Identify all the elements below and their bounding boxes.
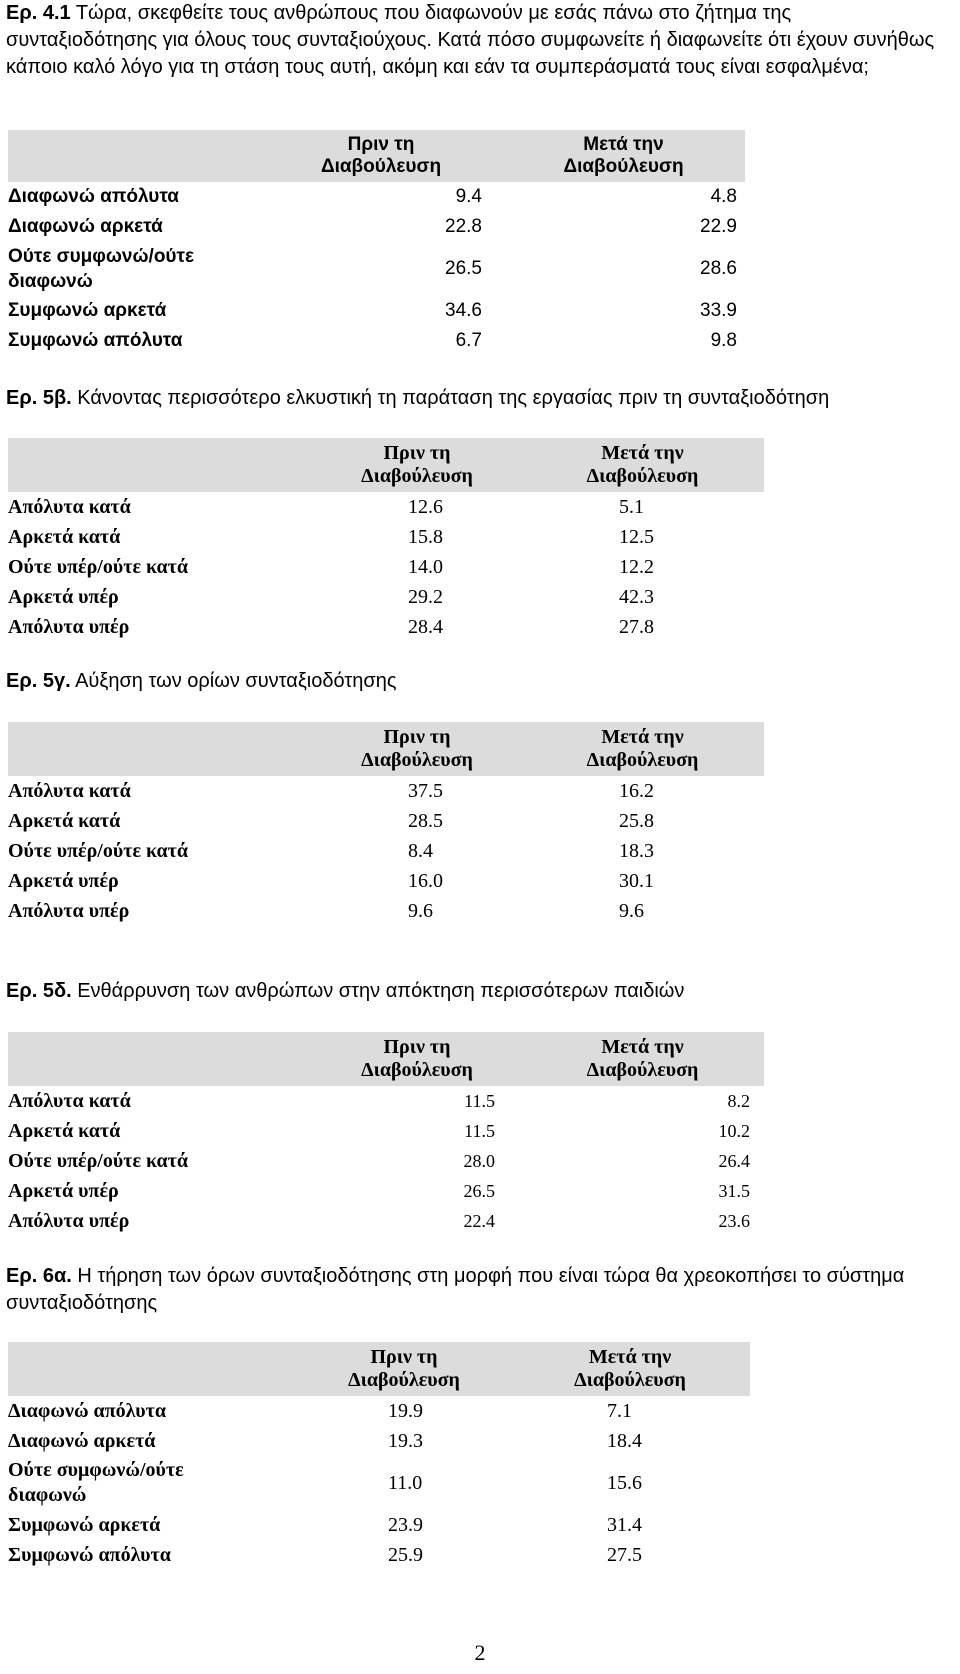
table-row: Αρκετά υπέρ 16.0 30.1: [8, 869, 654, 892]
question-text: [6, 0, 936, 81]
question-label: Ερ. 4.1: [6, 2, 71, 24]
question-body: Κάνοντας περισσότερο ελκυστική τη παράταση της εργασίας πριν τη συνταξιοδότηση: [71, 387, 830, 409]
table-row: Απόλυτα κατά 12.6 5.1: [8, 495, 644, 518]
table-header-row: [8, 438, 764, 492]
table-q4-1: [8, 130, 745, 356]
header-after: Μετά την Διαβούλευση: [502, 130, 745, 182]
table-header-row: [8, 130, 745, 182]
question-label: Ερ. 5γ.: [6, 670, 71, 692]
question-body: Η τήρηση των όρων συνταξιοδότησης στη μορφή που είναι τώρα θα χρεοκοπήσει το σύστημα συνταξιοδότησης: [6, 1265, 905, 1314]
question-5d: [6, 978, 946, 1005]
table-q5g: [8, 722, 764, 926]
question-5g: [6, 668, 946, 695]
table-row: Ούτε συμφωνώ/ούτε διαφωνώ 11.0 15.6: [8, 1459, 642, 1506]
table-row: Διαφωνώ αρκετά 19.3 18.4: [8, 1429, 642, 1452]
question-label: Ερ. 6α.: [6, 1265, 72, 1287]
question-text: [6, 978, 946, 1005]
question-body: Αύξηση των ορίων συνταξιοδότησης: [70, 670, 397, 692]
question-5b: [6, 385, 946, 412]
table-header-row: [8, 722, 764, 776]
header-after: Μετά την Διαβούλευση: [521, 1032, 764, 1086]
table-q6a: [8, 1342, 750, 1570]
header-before: Πριν τη Διαβούλευση: [260, 130, 502, 182]
table-row: Διαφωνώ αρκετά 22.8 22.9: [8, 216, 737, 237]
header-before: Πριν τη Διαβούλευση: [313, 1032, 521, 1086]
table-header-row: [8, 1032, 764, 1086]
header-after: Μετά την Διαβούλευση: [510, 1342, 750, 1396]
table-row: Συμφωνώ απόλυτα 6.7 9.8: [8, 330, 737, 351]
table-q5d: [8, 1032, 764, 1236]
table-row: Συμφωνώ αρκετά 34.6 33.9: [8, 300, 737, 321]
table-row: Συμφωνώ αρκετά 23.9 31.4: [8, 1513, 642, 1536]
table-row: Ούτε υπέρ/ούτε κατά 28.0 26.4: [8, 1149, 750, 1172]
question-4-1: [6, 0, 936, 81]
question-label: Ερ. 5β.: [6, 387, 72, 409]
table-row: Αρκετά υπέρ 29.2 42.3: [8, 585, 654, 608]
header-after: Μετά την Διαβούλευση: [521, 438, 764, 492]
table-row: Απόλυτα υπέρ 9.6 9.6: [8, 899, 644, 922]
table-row: Απόλυτα υπέρ 22.4 23.6: [8, 1209, 750, 1232]
table-row: Ούτε υπέρ/ούτε κατά 14.0 12.2: [8, 555, 654, 578]
header-after: Μετά την Διαβούλευση: [521, 722, 764, 776]
table-row: Αρκετά κατά 28.5 25.8: [8, 809, 654, 832]
question-text: [6, 1263, 946, 1317]
page-number: 2: [474, 1640, 486, 1665]
question-body: Τώρα, σκεφθείτε τους ανθρώπους που διαφωνούν με εσάς πάνω στο ζήτημα της συνταξιοδότησης για όλους τους συνταξιούχους. Κατά πόσο συμφωνείτε ή διαφωνείτε ότι έχουν συνήθως κάποιο καλό λόγο για τη στάση τους αυτή, ακόμη και εάν τα συμπεράσματά τους είναι εσφαλμένα;: [6, 2, 935, 78]
header-before: Πριν τη Διαβούλευση: [313, 722, 521, 776]
table-row: Απόλυτα υπέρ 28.4 27.8: [8, 615, 654, 638]
table-row: Αρκετά υπέρ 26.5 31.5: [8, 1179, 750, 1202]
header-before: Πριν τη Διαβούλευση: [298, 1342, 510, 1396]
header-before: Πριν τη Διαβούλευση: [313, 438, 521, 492]
table-row: Απόλυτα κατά 37.5 16.2: [8, 779, 654, 802]
table-row: Απόλυτα κατά 11.5 8.2: [8, 1089, 750, 1112]
question-body: Ενθάρρυνση των ανθρώπων στην απόκτηση περισσότερων παιδιών: [71, 980, 685, 1002]
question-6a: [6, 1263, 946, 1317]
table-row: Αρκετά κατά 11.5 10.2: [8, 1119, 750, 1142]
table-row: Διαφωνώ απόλυτα 9.4 4.8: [8, 186, 737, 207]
table-row: Συμφωνώ απόλυτα 25.9 27.5: [8, 1543, 642, 1566]
table-q5b: [8, 438, 764, 642]
table-header-row: [8, 1342, 750, 1396]
table-row: Αρκετά κατά 15.8 12.5: [8, 525, 654, 548]
table-row: Ούτε συμφωνώ/ούτε διαφωνώ 26.5 28.6: [8, 246, 737, 292]
question-text: [6, 385, 946, 412]
question-label: Ερ. 5δ.: [6, 980, 72, 1002]
table-row: Ούτε υπέρ/ούτε κατά 8.4 18.3: [8, 839, 654, 862]
table-row: Διαφωνώ απόλυτα 19.9 7.1: [8, 1399, 632, 1422]
question-text: [6, 668, 946, 695]
